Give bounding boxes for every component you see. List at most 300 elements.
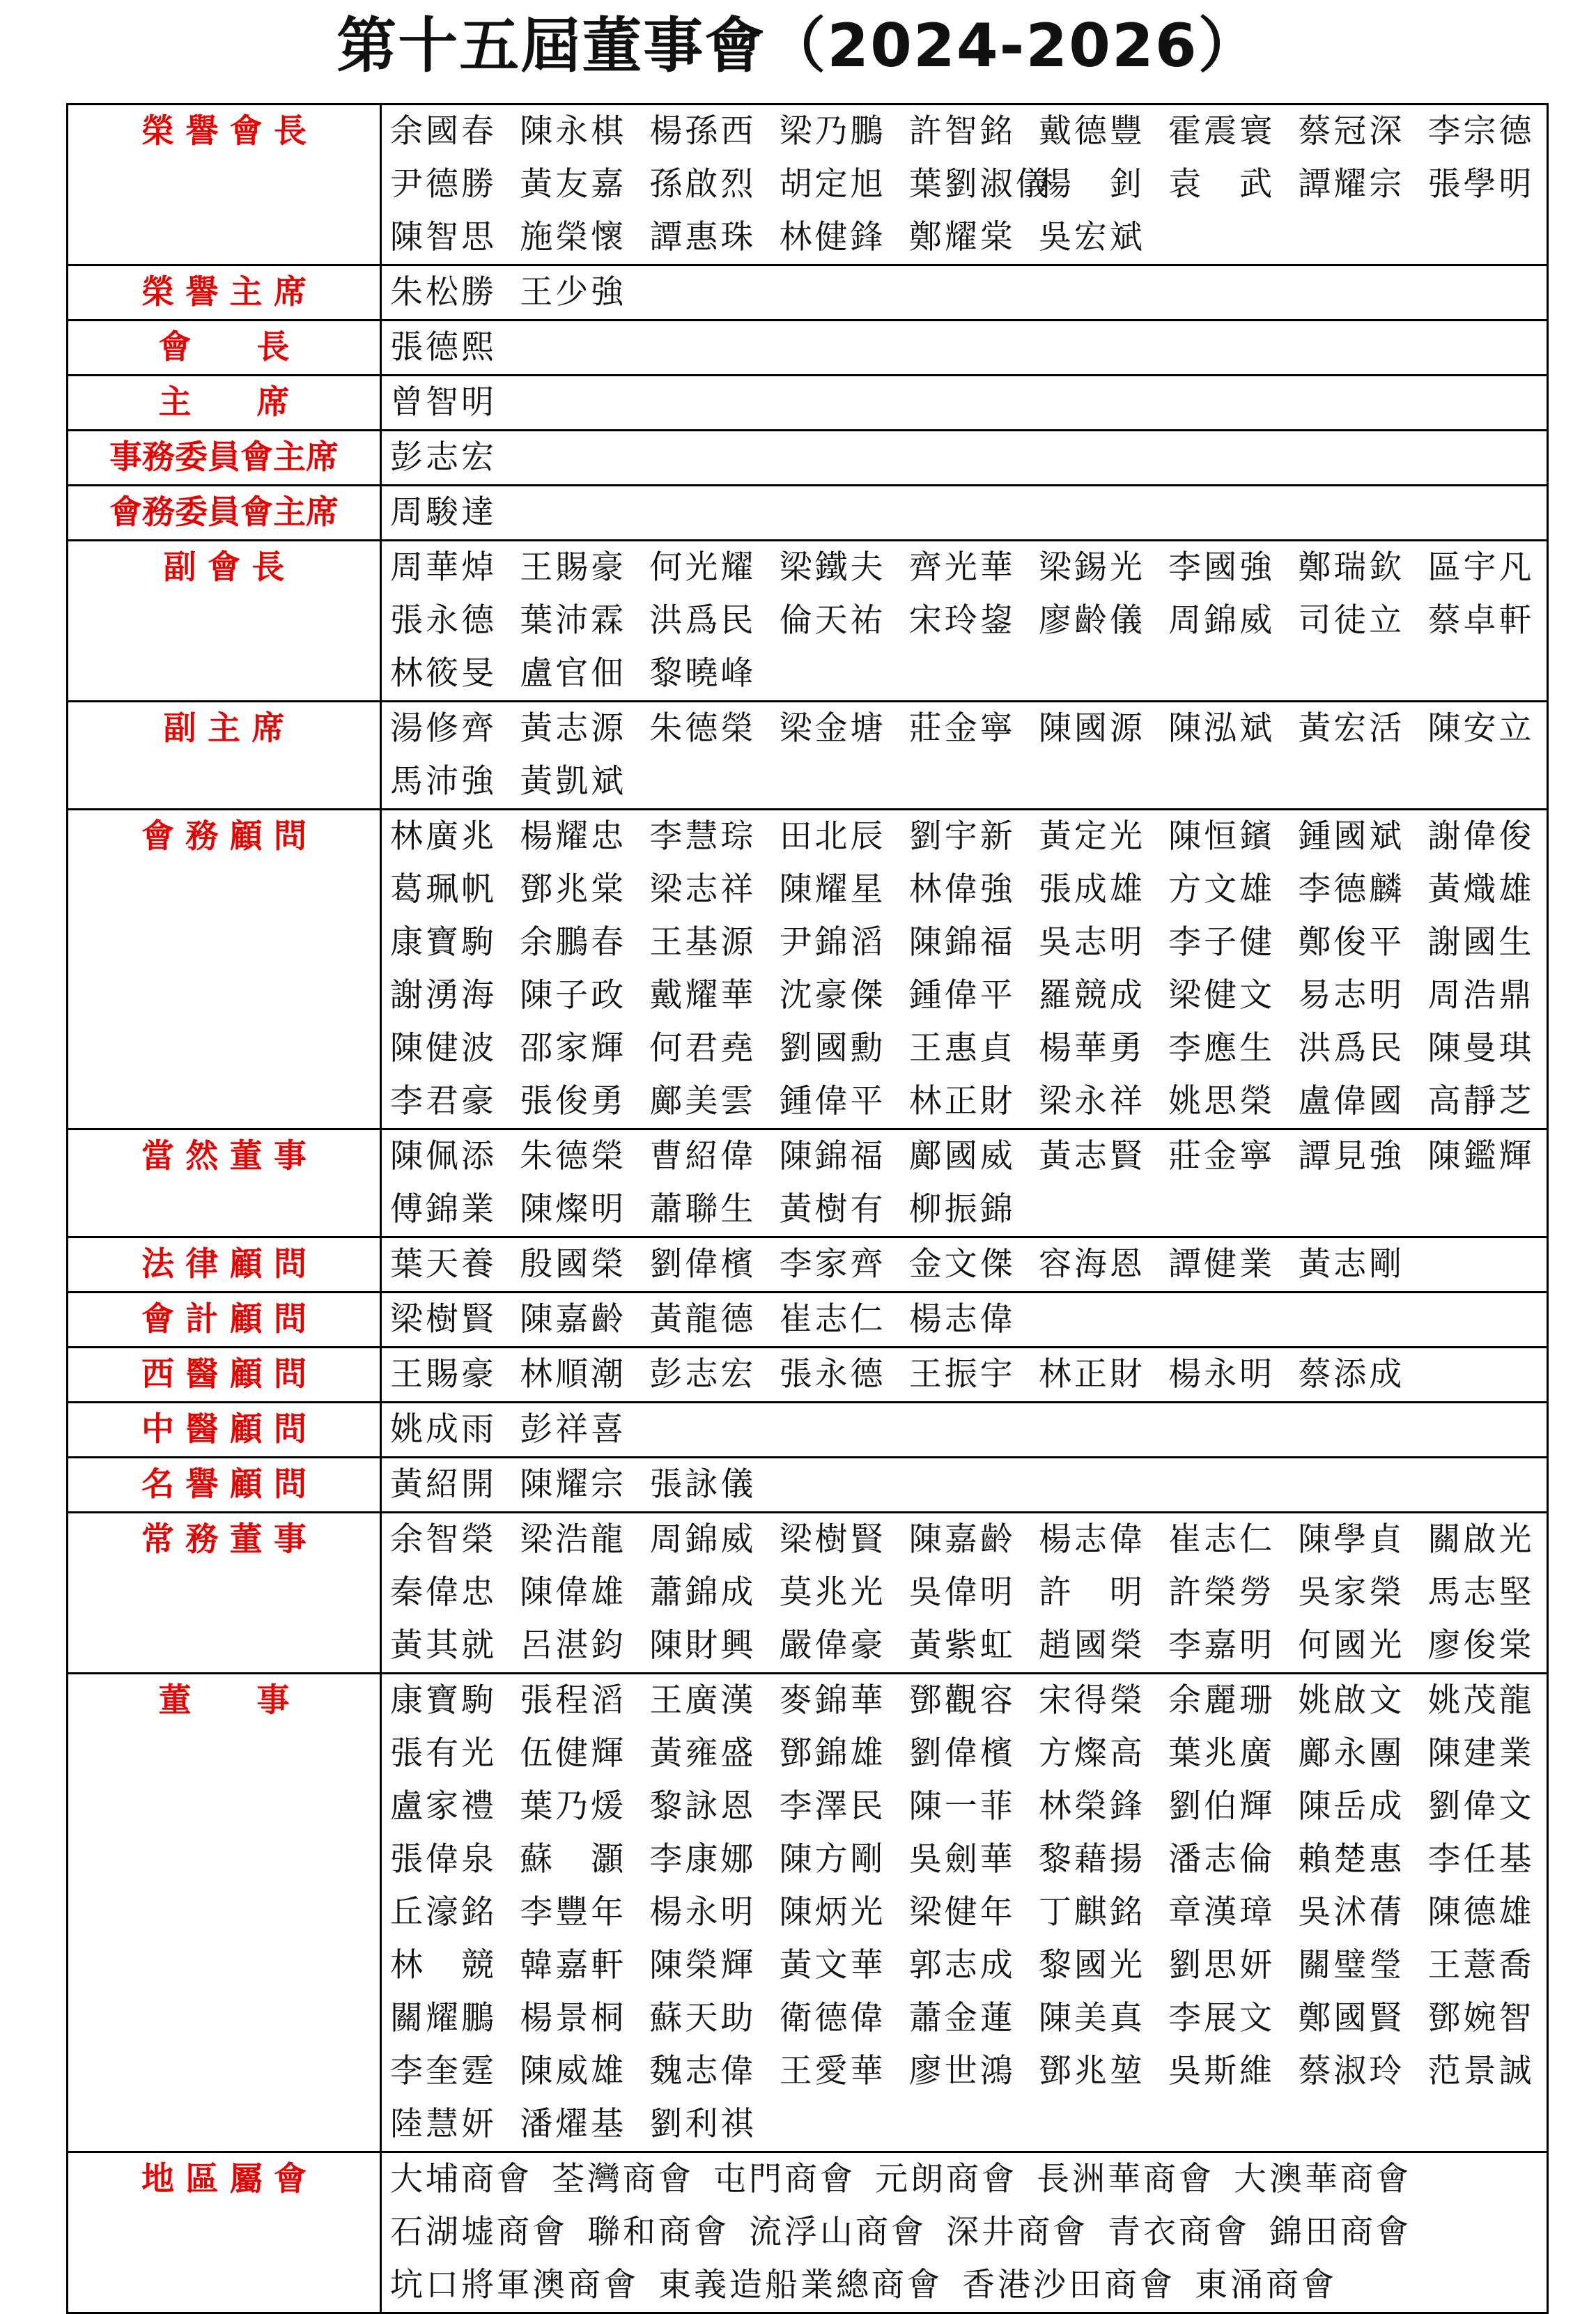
role-label: 副 會 長 <box>68 541 381 702</box>
names-line <box>390 2045 1547 2098</box>
member-name: 黎藉揚 <box>1038 1840 1145 1879</box>
member-name: 張程滔 <box>520 1681 627 1720</box>
member-name: 陳耀星 <box>779 870 886 909</box>
member-name: 梁金塘 <box>779 709 886 748</box>
names-line <box>390 916 1547 969</box>
member-name: 莊金寧 <box>908 709 1016 748</box>
member-name: 流浮山商會 <box>749 2213 927 2251</box>
member-names-cell <box>381 1513 1548 1674</box>
member-name: 何君堯 <box>649 1029 757 1067</box>
member-name: 潘燿基 <box>520 2105 627 2143</box>
member-name: 康寶駒 <box>390 1681 497 1720</box>
member-name: 章漢璋 <box>1168 1893 1276 1931</box>
member-name: 周錦威 <box>649 1520 757 1559</box>
member-name: 黃定光 <box>1038 817 1145 856</box>
member-name: 葉乃煖 <box>520 1787 627 1826</box>
member-name: 陳健波 <box>390 1029 497 1067</box>
member-name: 鄧錦雄 <box>779 1734 886 1773</box>
member-name: 尹錦滔 <box>779 923 886 962</box>
member-name: 陳錦福 <box>779 1137 886 1175</box>
member-name: 尹德勝 <box>390 165 497 203</box>
member-names-cell <box>381 265 1548 321</box>
role-label: 副 主 席 <box>68 702 381 810</box>
member-name: 王基源 <box>649 923 757 962</box>
board-roster-table <box>66 103 1549 2314</box>
member-name: 姚思榮 <box>1168 1082 1276 1120</box>
member-name: 林順潮 <box>520 1355 627 1394</box>
member-name: 朱德榮 <box>649 709 757 748</box>
member-name: 陳財興 <box>649 1626 757 1665</box>
member-name: 崔志仁 <box>779 1300 886 1339</box>
names-line <box>390 2259 1547 2312</box>
role-label: 會務委員會主席 <box>68 486 381 541</box>
member-name: 姚啟文 <box>1298 1681 1405 1720</box>
member-name: 黃凱斌 <box>520 762 627 801</box>
member-name: 衛德偉 <box>779 1999 886 2037</box>
member-name: 周錦威 <box>1168 601 1276 640</box>
names-line <box>390 1727 1547 1780</box>
member-name: 鄺永團 <box>1298 1734 1405 1773</box>
member-name: 梁乃鵬 <box>779 112 886 151</box>
member-name: 秦偉忠 <box>390 1573 497 1612</box>
member-name: 丘濠銘 <box>390 1893 497 1931</box>
member-name: 宋玲鋆 <box>908 601 1016 640</box>
roster-row <box>68 2152 1548 2313</box>
member-name: 李慧琮 <box>649 817 757 856</box>
member-name: 陳嘉齡 <box>908 1520 1016 1559</box>
member-name: 盧家禮 <box>390 1787 497 1826</box>
member-name: 姚茂龍 <box>1427 1681 1535 1720</box>
member-name: 李宗德 <box>1427 112 1535 151</box>
member-name: 戴德豐 <box>1038 112 1145 151</box>
member-name: 許智銘 <box>908 112 1016 151</box>
member-name: 廖世鴻 <box>908 2052 1016 2090</box>
member-name: 李澤民 <box>779 1787 886 1826</box>
member-names-cell <box>381 321 1548 376</box>
member-name: 葛珮帆 <box>390 870 497 909</box>
member-name: 王賜豪 <box>390 1355 497 1394</box>
member-name: 楊永明 <box>649 1893 757 1931</box>
member-name: 長洲華商會 <box>1037 2160 1214 2198</box>
member-name: 彭志宏 <box>390 438 497 477</box>
role-label: 中 醫 顧 問 <box>68 1403 381 1458</box>
member-name: 宋得榮 <box>1038 1681 1145 1720</box>
role-label: 主 席 <box>68 376 381 431</box>
member-name: 朱德榮 <box>520 1137 627 1175</box>
member-name: 葉兆廣 <box>1168 1734 1276 1773</box>
member-name: 金文傑 <box>908 1245 1016 1283</box>
member-name: 劉偉檳 <box>649 1245 757 1283</box>
member-name: 楊志偉 <box>1038 1520 1145 1559</box>
names-line <box>390 1238 1547 1291</box>
member-name: 蕭金蓮 <box>908 1999 1016 2037</box>
role-label: 董 事 <box>68 1674 381 2152</box>
names-line <box>390 541 1547 594</box>
names-line <box>390 594 1547 647</box>
member-name: 崔志仁 <box>1168 1520 1276 1559</box>
member-name: 黃雍盛 <box>649 1734 757 1773</box>
names-line <box>390 105 1547 158</box>
names-line <box>390 1183 1547 1236</box>
roster-row <box>68 1513 1548 1674</box>
member-name: 聯和商會 <box>587 2213 729 2251</box>
names-line <box>390 1886 1547 1939</box>
member-name: 傅錦業 <box>390 1190 497 1228</box>
member-name: 倫天祐 <box>779 601 886 640</box>
member-name: 王薏喬 <box>1427 1946 1535 1984</box>
member-name: 嚴偉豪 <box>779 1626 886 1665</box>
names-line <box>390 2206 1547 2259</box>
member-name: 譚健業 <box>1168 1245 1276 1283</box>
member-name: 東涌商會 <box>1195 2266 1337 2304</box>
roster-row <box>68 1293 1548 1348</box>
member-name: 李家齊 <box>779 1245 886 1283</box>
member-names-cell <box>381 2152 1548 2313</box>
role-label: 榮 譽 主 席 <box>68 265 381 321</box>
names-line <box>390 1780 1547 1833</box>
member-name: 方文雄 <box>1168 870 1276 909</box>
names-line <box>390 647 1547 700</box>
member-name: 李奎霆 <box>390 2052 497 2090</box>
names-line <box>390 969 1547 1022</box>
role-label: 常 務 董 事 <box>68 1513 381 1674</box>
names-line <box>390 1939 1547 1992</box>
member-name: 林偉強 <box>908 870 1016 909</box>
member-name: 廖俊棠 <box>1427 1626 1535 1665</box>
member-name: 陳鑑輝 <box>1427 1137 1535 1175</box>
role-label: 法 律 顧 問 <box>68 1237 381 1293</box>
member-names-cell <box>381 1348 1548 1403</box>
member-name: 潘志倫 <box>1168 1840 1276 1879</box>
member-name: 鄧兆棠 <box>520 870 627 909</box>
member-name: 周浩鼎 <box>1427 976 1535 1015</box>
member-name: 戴耀華 <box>649 976 757 1015</box>
names-line <box>390 1619 1547 1672</box>
member-name: 楊耀忠 <box>520 817 627 856</box>
member-name: 范景誠 <box>1427 2052 1535 2090</box>
member-name: 劉國勳 <box>779 1029 886 1067</box>
member-name: 黃樹有 <box>779 1190 886 1228</box>
member-name: 吳志明 <box>1038 923 1145 962</box>
role-label: 當 然 董 事 <box>68 1129 381 1237</box>
member-name: 陳德雄 <box>1427 1893 1535 1931</box>
member-name: 楊孫西 <box>649 112 757 151</box>
roster-row <box>68 1674 1548 2152</box>
member-name: 陳威雄 <box>520 2052 627 2090</box>
roster-row <box>68 810 1548 1129</box>
names-line <box>390 1833 1547 1886</box>
member-name: 蘇天助 <box>649 1999 757 2037</box>
member-names-cell <box>381 1293 1548 1348</box>
member-name: 馬志堅 <box>1427 1573 1535 1612</box>
member-name: 何光耀 <box>649 548 757 587</box>
names-line <box>390 1403 1547 1456</box>
roster-row <box>68 105 1548 265</box>
member-name: 李豐年 <box>520 1893 627 1931</box>
member-name: 陳恒鑌 <box>1168 817 1276 856</box>
member-name: 陳泓斌 <box>1168 709 1276 748</box>
member-name: 高靜芝 <box>1427 1082 1535 1120</box>
names-line <box>390 2153 1547 2206</box>
member-name: 張俊勇 <box>520 1082 627 1120</box>
names-line <box>390 2098 1547 2151</box>
member-name: 陳安立 <box>1427 709 1535 748</box>
names-line <box>390 376 1547 429</box>
member-name: 沈豪傑 <box>779 976 886 1015</box>
member-name: 袁 武 <box>1168 165 1276 203</box>
member-name: 胡定旭 <box>779 165 886 203</box>
member-name: 黎詠恩 <box>649 1787 757 1826</box>
role-label: 西 醫 顧 問 <box>68 1348 381 1403</box>
member-name: 張偉泉 <box>390 1840 497 1879</box>
member-name: 大埔商會 <box>390 2160 532 2198</box>
member-name: 蔡添成 <box>1298 1355 1405 1394</box>
member-name: 石湖墟商會 <box>390 2213 568 2251</box>
member-name: 姚成雨 <box>390 1410 497 1449</box>
member-name: 彭祥喜 <box>520 1410 627 1449</box>
member-name: 鄺美雲 <box>649 1082 757 1120</box>
role-label: 地 區 屬 會 <box>68 2152 381 2313</box>
member-name: 王賜豪 <box>520 548 627 587</box>
member-name: 劉偉文 <box>1427 1787 1535 1826</box>
member-name: 陳燦明 <box>520 1190 627 1228</box>
member-name: 劉宇新 <box>908 817 1016 856</box>
member-name: 邵家輝 <box>520 1029 627 1067</box>
member-name: 王愛華 <box>779 2052 886 2090</box>
member-name: 施榮懷 <box>520 218 627 256</box>
member-names-cell <box>381 1129 1548 1237</box>
member-name: 林健鋒 <box>779 218 886 256</box>
member-names-cell <box>381 702 1548 810</box>
member-name: 麥錦華 <box>779 1681 886 1720</box>
roster-row <box>68 431 1548 486</box>
member-name: 區宇凡 <box>1427 548 1535 587</box>
member-name: 坑口將軍澳商會 <box>390 2266 639 2304</box>
member-name: 孫啟烈 <box>649 165 757 203</box>
member-name: 陳學貞 <box>1298 1520 1405 1559</box>
member-name: 陳岳成 <box>1298 1787 1405 1826</box>
roster-row <box>68 1237 1548 1293</box>
names-line <box>390 1348 1547 1401</box>
member-name: 陳建業 <box>1427 1734 1535 1773</box>
member-name: 梁鐵夫 <box>779 548 886 587</box>
member-name: 葉沛霖 <box>520 601 627 640</box>
member-name: 王廣漢 <box>649 1681 757 1720</box>
member-name: 王惠貞 <box>908 1029 1016 1067</box>
member-name: 林正財 <box>1038 1355 1145 1394</box>
member-name: 何國光 <box>1298 1626 1405 1665</box>
member-name: 李子健 <box>1168 923 1276 962</box>
member-name: 楊景桐 <box>520 1999 627 2037</box>
member-names-cell <box>381 431 1548 486</box>
roster-row <box>68 1403 1548 1458</box>
member-name: 劉伯輝 <box>1168 1787 1276 1826</box>
member-name: 吳家榮 <box>1298 1573 1405 1612</box>
member-name: 賴楚惠 <box>1298 1840 1405 1879</box>
member-name: 方燦高 <box>1038 1734 1145 1773</box>
member-name: 曾智明 <box>390 383 497 422</box>
member-name: 劉思妍 <box>1168 1946 1276 1984</box>
member-name: 霍震寰 <box>1168 112 1276 151</box>
member-name: 梁永祥 <box>1038 1082 1145 1120</box>
member-names-cell <box>381 1237 1548 1293</box>
member-name: 陳錦福 <box>908 923 1016 962</box>
names-line <box>390 1513 1547 1566</box>
names-line <box>390 755 1547 808</box>
member-name: 容海恩 <box>1038 1245 1145 1283</box>
member-name: 陳永棋 <box>520 112 627 151</box>
member-name: 莫兆光 <box>779 1573 886 1612</box>
roster-row <box>68 1458 1548 1513</box>
member-name: 鄺國威 <box>908 1137 1016 1175</box>
member-name: 謝國生 <box>1427 923 1535 962</box>
member-name: 蕭聯生 <box>649 1190 757 1228</box>
member-name: 陳子政 <box>520 976 627 1015</box>
role-label: 會 計 顧 問 <box>68 1293 381 1348</box>
member-name: 鄧婉智 <box>1427 1999 1535 2037</box>
member-name: 羅競成 <box>1038 976 1145 1015</box>
roster-row <box>68 1129 1548 1237</box>
member-name: 陳耀宗 <box>520 1465 627 1504</box>
member-name: 伍健輝 <box>520 1734 627 1773</box>
member-name: 許 明 <box>1038 1573 1145 1612</box>
roster-row <box>68 541 1548 702</box>
names-line <box>390 863 1547 916</box>
member-name: 張有光 <box>390 1734 497 1773</box>
member-name: 朱松勝 <box>390 273 497 311</box>
member-name: 楊志偉 <box>908 1300 1016 1339</box>
member-name: 陳美真 <box>1038 1999 1145 2037</box>
roster-row <box>68 265 1548 321</box>
member-name: 洪爲民 <box>1298 1029 1405 1067</box>
member-name: 盧官佃 <box>520 654 627 693</box>
role-label: 榮 譽 會 長 <box>68 105 381 265</box>
member-name: 吳沭蒨 <box>1298 1893 1405 1931</box>
member-name: 錦田商會 <box>1269 2213 1411 2251</box>
member-names-cell <box>381 486 1548 541</box>
member-name: 蔡冠深 <box>1298 112 1405 151</box>
names-line <box>390 211 1547 264</box>
member-name: 楊 釗 <box>1038 165 1145 203</box>
member-name: 關啟光 <box>1427 1520 1535 1559</box>
member-name: 郭志成 <box>908 1946 1016 1984</box>
member-names-cell <box>381 1458 1548 1513</box>
member-name: 林廣兆 <box>390 817 497 856</box>
member-name: 葉劉淑儀 <box>908 165 1051 203</box>
member-name: 林筱旻 <box>390 654 497 693</box>
member-name: 余鵬春 <box>520 923 627 962</box>
member-name: 黃友嘉 <box>520 165 627 203</box>
member-name: 司徒立 <box>1298 601 1405 640</box>
member-name: 梁樹賢 <box>779 1520 886 1559</box>
member-name: 葉天養 <box>390 1245 497 1283</box>
member-name: 張永德 <box>390 601 497 640</box>
member-name: 黎曉峰 <box>649 654 757 693</box>
member-name: 蕭錦成 <box>649 1573 757 1612</box>
role-label: 名 譽 顧 問 <box>68 1458 381 1513</box>
member-name: 柳振錦 <box>908 1190 1016 1228</box>
member-names-cell <box>381 810 1548 1129</box>
member-name: 周駿達 <box>390 493 497 532</box>
names-line <box>390 810 1547 863</box>
names-line <box>390 1992 1547 2045</box>
member-name: 易志明 <box>1298 976 1405 1015</box>
member-name: 鄭瑞欽 <box>1298 548 1405 587</box>
member-name: 陳佩添 <box>390 1137 497 1175</box>
member-name: 蔡淑玲 <box>1298 2052 1405 2090</box>
roster-row <box>68 1348 1548 1403</box>
names-line <box>390 321 1547 374</box>
member-name: 李展文 <box>1168 1999 1276 2037</box>
member-name: 黃紹開 <box>390 1465 497 1504</box>
member-name: 李君豪 <box>390 1082 497 1120</box>
member-name: 梁健年 <box>908 1893 1016 1931</box>
member-name: 關璧瑩 <box>1298 1946 1405 1984</box>
member-name: 譚見強 <box>1298 1137 1405 1175</box>
member-name: 劉偉檳 <box>908 1734 1016 1773</box>
member-name: 陳榮輝 <box>649 1946 757 1984</box>
member-name: 李國強 <box>1168 548 1276 587</box>
member-name: 屯門商會 <box>713 2160 855 2198</box>
member-name: 荃灣商會 <box>552 2160 694 2198</box>
member-name: 香港沙田商會 <box>962 2266 1175 2304</box>
member-name: 吳斯維 <box>1168 2052 1276 2090</box>
member-name: 李嘉明 <box>1168 1626 1276 1665</box>
member-name: 鄭國賢 <box>1298 1999 1405 2037</box>
member-name: 吳劍華 <box>908 1840 1016 1879</box>
member-name: 謝湧海 <box>390 976 497 1015</box>
member-name: 鄧兆堃 <box>1038 2052 1145 2090</box>
member-name: 黃志賢 <box>1038 1137 1145 1175</box>
member-name: 田北辰 <box>779 817 886 856</box>
member-name: 康寶駒 <box>390 923 497 962</box>
member-name: 陸慧妍 <box>390 2105 497 2143</box>
member-name: 黃熾雄 <box>1427 870 1535 909</box>
names-line <box>390 1674 1547 1727</box>
roster-row <box>68 376 1548 431</box>
member-name: 齊光華 <box>908 548 1016 587</box>
roster-row <box>68 321 1548 376</box>
member-name: 張成雄 <box>1038 870 1145 909</box>
member-name: 張永德 <box>779 1355 886 1394</box>
member-name: 梁健文 <box>1168 976 1276 1015</box>
member-name: 元朗商會 <box>875 2160 1017 2198</box>
member-name: 鄧觀容 <box>908 1681 1016 1720</box>
roster-row <box>68 702 1548 810</box>
names-line <box>390 1130 1547 1183</box>
names-line <box>390 431 1547 484</box>
member-name: 鍾偉平 <box>779 1082 886 1120</box>
member-name: 關耀鵬 <box>390 1999 497 2037</box>
roster-row <box>68 486 1548 541</box>
member-name: 莊金寧 <box>1168 1137 1276 1175</box>
member-name: 余國春 <box>390 112 497 151</box>
member-name: 譚耀宗 <box>1298 165 1405 203</box>
role-label: 會 長 <box>68 321 381 376</box>
member-name: 張學明 <box>1427 165 1535 203</box>
member-name: 梁浩龍 <box>520 1520 627 1559</box>
member-names-cell <box>381 376 1548 431</box>
member-name: 彭志宏 <box>649 1355 757 1394</box>
member-name: 張德熙 <box>390 328 497 367</box>
member-name: 黃龍德 <box>649 1300 757 1339</box>
member-name: 呂湛鈞 <box>520 1626 627 1665</box>
member-name: 黃紫虹 <box>908 1626 1016 1665</box>
member-name: 曹紹偉 <box>649 1137 757 1175</box>
member-name: 魏志偉 <box>649 2052 757 2090</box>
member-name: 趙國榮 <box>1038 1626 1145 1665</box>
member-name: 張詠儀 <box>649 1465 757 1504</box>
